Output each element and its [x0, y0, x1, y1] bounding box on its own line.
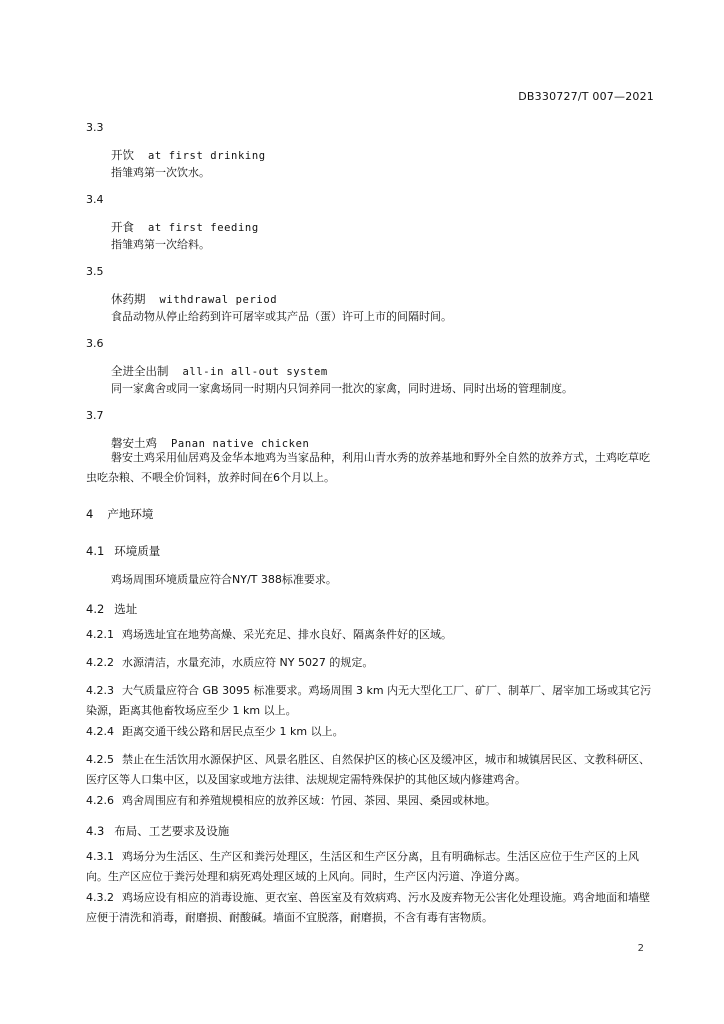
subsection-heading [86, 543, 160, 559]
term-number: 3.7 [86, 409, 104, 422]
term-zh: 磐安土鸡 [111, 436, 157, 450]
term-heading [111, 291, 277, 307]
subsection-heading [86, 601, 137, 617]
section-heading [86, 506, 153, 522]
term-en: withdrawal period [159, 294, 278, 306]
subsection-title: 选址 [114, 602, 138, 616]
term-definition: 同一家禽舍或同一家禽场同一时期内只饲养同一批次的家禽，同时进场、同时出场的管理制度。 [111, 382, 573, 395]
section-title: 产地环境 [107, 507, 154, 521]
subsection-heading [86, 823, 229, 839]
clause [86, 750, 658, 790]
term-zh: 全进全出制 [111, 364, 169, 378]
term-en: Panan native chicken [171, 438, 310, 450]
clause-number: 4.2.4 [86, 725, 114, 738]
term-zh: 开食 [111, 220, 134, 234]
term-number: 3.4 [86, 193, 104, 206]
clause-number: 4.2.3 [86, 684, 114, 697]
clause-number: 4.2.5 [86, 753, 114, 766]
clause-number: 4.2.1 [86, 628, 114, 641]
subsection-number: 4.3 [86, 824, 105, 838]
clause-text: 鸡场应设有相应的消毒设施、更衣室、兽医室及有效病鸡、污水及废弃物无公害化处理设施。鸡舍地面和墙壁应便于清洗和消毒，耐磨损、耐酸碱。墙面不宜脱落，耐磨损，不含有毒有害物质。 [86, 891, 650, 924]
clause [86, 625, 658, 645]
clause-text: 水源清洁，水量充沛，水质应符 NY 5027 的规定。 [122, 656, 374, 669]
clause-text: 鸡场分为生活区、生产区和粪污处理区，生活区和生产区分离，且有明确标志。生活区应位于生产区的上风向。生产区应位于粪污处理和病死鸡处理区域的上风向。同时，生产区内污道、净道分离。 [86, 850, 639, 883]
subsection-title: 布局、工艺要求及设施 [114, 824, 230, 838]
term-definition: 磐安土鸡采用仙居鸡及金华本地鸡为当家品种，利用山青水秀的放养基地和野外全自然的放养方式，土鸡吃草吃虫吃杂粮、不喂全价饲料，放养时间在6个月以上。 [86, 451, 650, 484]
clause-text: 禁止在生活饮用水源保护区、风景名胜区、自然保护区的核心区及缓冲区，城市和城镇居民区、文教科研区、医疗区等人口集中区，以及国家或地方法律、法规规定需特殊保护的其他区域内修建鸡舍。 [86, 753, 650, 786]
clause-text: 鸡舍周围应有和养殖规模相应的放养区域：竹园、茶园、果园、桑园或林地。 [122, 794, 496, 807]
paragraph: 鸡场周围环境质量应符合NY/T 388标准要求。 [111, 573, 337, 586]
subsection-number: 4.1 [86, 544, 105, 558]
clause-text: 鸡场选址宜在地势高燥、采光充足、排水良好、隔离条件好的区域。 [122, 628, 452, 641]
clause-text: 距离交通干线公路和居民点至少 1 km 以上。 [122, 725, 344, 738]
clause [86, 653, 658, 673]
term-number: 3.5 [86, 265, 104, 278]
clause [86, 847, 658, 887]
subsection-title: 环境质量 [114, 544, 161, 558]
term-en: all-in all-out system [182, 366, 328, 378]
subsection-number: 4.2 [86, 602, 105, 616]
clause-number: 4.3.2 [86, 891, 114, 904]
term-definition: 指雏鸡第一次饮水。 [111, 166, 210, 179]
term-heading [111, 363, 328, 379]
clause [86, 791, 658, 811]
clause-number: 4.3.1 [86, 850, 114, 863]
document-code: DB330727/T 007—2021 [518, 90, 654, 103]
section-number: 4 [86, 507, 94, 521]
clause [86, 888, 658, 928]
term-number: 3.6 [86, 337, 104, 350]
clause [86, 722, 658, 742]
term-zh: 开饮 [111, 148, 134, 162]
clause-number: 4.2.6 [86, 794, 114, 807]
clause [86, 681, 658, 721]
clause-text: 大气质量应符合 GB 3095 标准要求。鸡场周围 3 km 内无大型化工厂、矿厂、制革厂、屠宰加工场或其它污染源，距离其他畜牧场应至少 1 km 以上。 [86, 684, 652, 717]
term-number: 3.3 [86, 121, 104, 134]
page-number: 2 [637, 943, 644, 954]
term-definition: 食品动物从停止给药到许可屠宰或其产品（蛋）许可上市的间隔时间。 [111, 310, 452, 323]
term-en: at first feeding [148, 222, 259, 234]
term-heading [111, 219, 259, 235]
term-zh: 休药期 [111, 292, 146, 306]
clause-number: 4.2.2 [86, 656, 114, 669]
term-en: at first drinking [148, 150, 266, 162]
term-definition: 指雏鸡第一次给料。 [111, 238, 210, 251]
term-heading [111, 147, 266, 163]
